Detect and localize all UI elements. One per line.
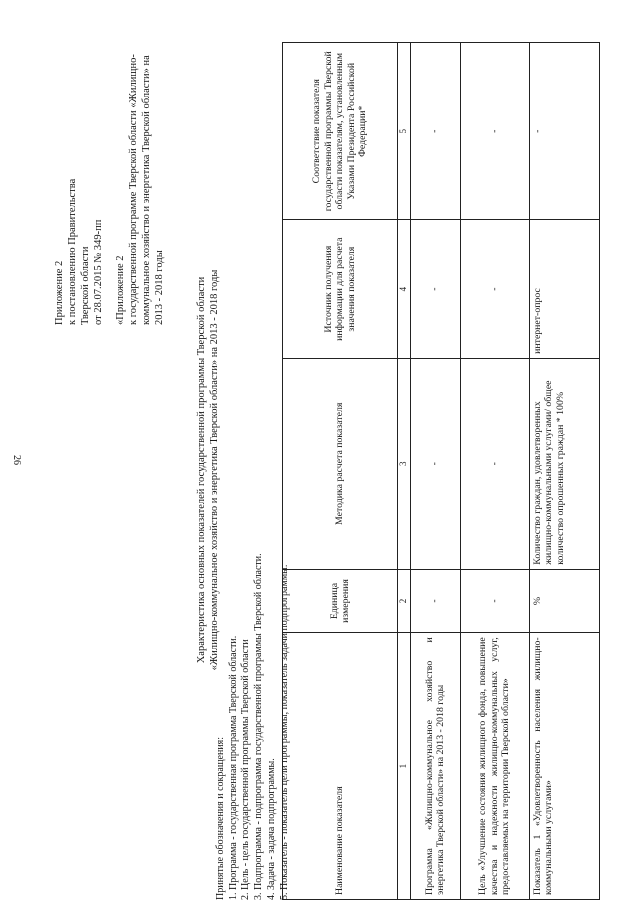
abbreviation-line: 5. Показатель - показатель цели программы, показатель задачи подпрограммы.: [278, 564, 290, 900]
appendix-line: «Приложение 2: [115, 255, 126, 325]
table-row: [529, 43, 599, 900]
header-method: Методика расчета показателя: [283, 358, 398, 569]
abbreviation-line: 3. Подпрограмма - подпрограмма государственной программы Тверской области.: [253, 553, 265, 900]
cell-method: Количество граждан, удовлетворенных жилищно-коммунальными услугами/ общее количество опрошенных граждан * 100%: [529, 358, 599, 569]
column-number: 2: [398, 569, 411, 633]
appendix-line: от 28.07.2015 № 349-пп: [93, 219, 104, 325]
title-line: Характеристика основных показателей государственной программы Тверской области: [196, 276, 207, 664]
column-number-row: [398, 43, 411, 900]
abbreviation-line: 2. Цель - цель государственной программы Тверской области: [240, 639, 252, 900]
abbreviation-line: 4. Задача - задача подпрограммы.: [265, 758, 277, 900]
landscape-sheet: [15, 40, 615, 900]
appendix-line: Приложение 2: [54, 260, 65, 325]
appendix-spacer: [105, 54, 114, 325]
table-row: [460, 43, 529, 900]
cell-unit: -: [410, 569, 460, 633]
cell-compliance: -: [410, 43, 460, 220]
page-number: 26: [11, 455, 22, 465]
appendix-line: к постановлению Правительства: [67, 178, 78, 325]
header-compliance: Соответствие показателя государственной программы Тверской области показателям, установленным Указами Президента Российской Федерации*: [283, 43, 398, 220]
cell-compliance: -: [460, 43, 529, 220]
indicators-table: [282, 42, 600, 900]
table-header-row: [283, 43, 398, 900]
appendix-block: [53, 54, 166, 325]
column-number: 1: [398, 633, 411, 900]
cell-source: -: [460, 220, 529, 358]
appendix-line: 2013 - 2018 годы: [154, 250, 165, 325]
column-number: 5: [398, 43, 411, 220]
header-indicator-name: Наименование показателя: [283, 633, 398, 900]
table-row: [410, 43, 460, 900]
cell-method: -: [410, 358, 460, 569]
cell-indicator-name: Программа «Жилищно-коммунальное хозяйство и энергетика Тверской области» на 2013 - 2018 годы: [410, 633, 460, 900]
cell-source: -: [410, 220, 460, 358]
appendix-line: к государственной программе Тверской области «Жилищно-: [128, 54, 139, 325]
abbreviations-list: [215, 553, 291, 900]
cell-method: -: [460, 358, 529, 569]
header-source: Источник получения информации для расчета значения показателя: [283, 220, 398, 358]
header-unit: Единица измерения: [283, 569, 398, 633]
cell-indicator-name: Цель «Улучшение состояния жилищного фонда, повышение качества и надежности жилищно-коммунальных услуг, предоставляемых на территории Тверской области»: [460, 633, 529, 900]
cell-source: интернет-опрос: [529, 220, 599, 358]
column-number: 3: [398, 358, 411, 569]
appendix-line: Тверской области: [80, 246, 91, 325]
cell-unit: %: [529, 569, 599, 633]
title-line: «Жилищно-коммунальное хозяйство и энергетика Тверской области» на 2013 - 2018 годы: [209, 269, 220, 671]
abbreviation-line: Принятые обозначения и сокращения:: [215, 736, 226, 900]
cell-indicator-name: Показатель 1 «Удовлетворенность населения жилищно-коммунальными услугами»: [529, 633, 599, 900]
abbreviation-line: 1. Программа - государственная программа Тверской области.: [227, 635, 239, 900]
appendix-line: коммунальное хозяйство и энергетика Тверской области» на: [141, 55, 152, 325]
column-number: 4: [398, 220, 411, 358]
cell-unit: -: [460, 569, 529, 633]
cell-compliance: -: [529, 43, 599, 220]
